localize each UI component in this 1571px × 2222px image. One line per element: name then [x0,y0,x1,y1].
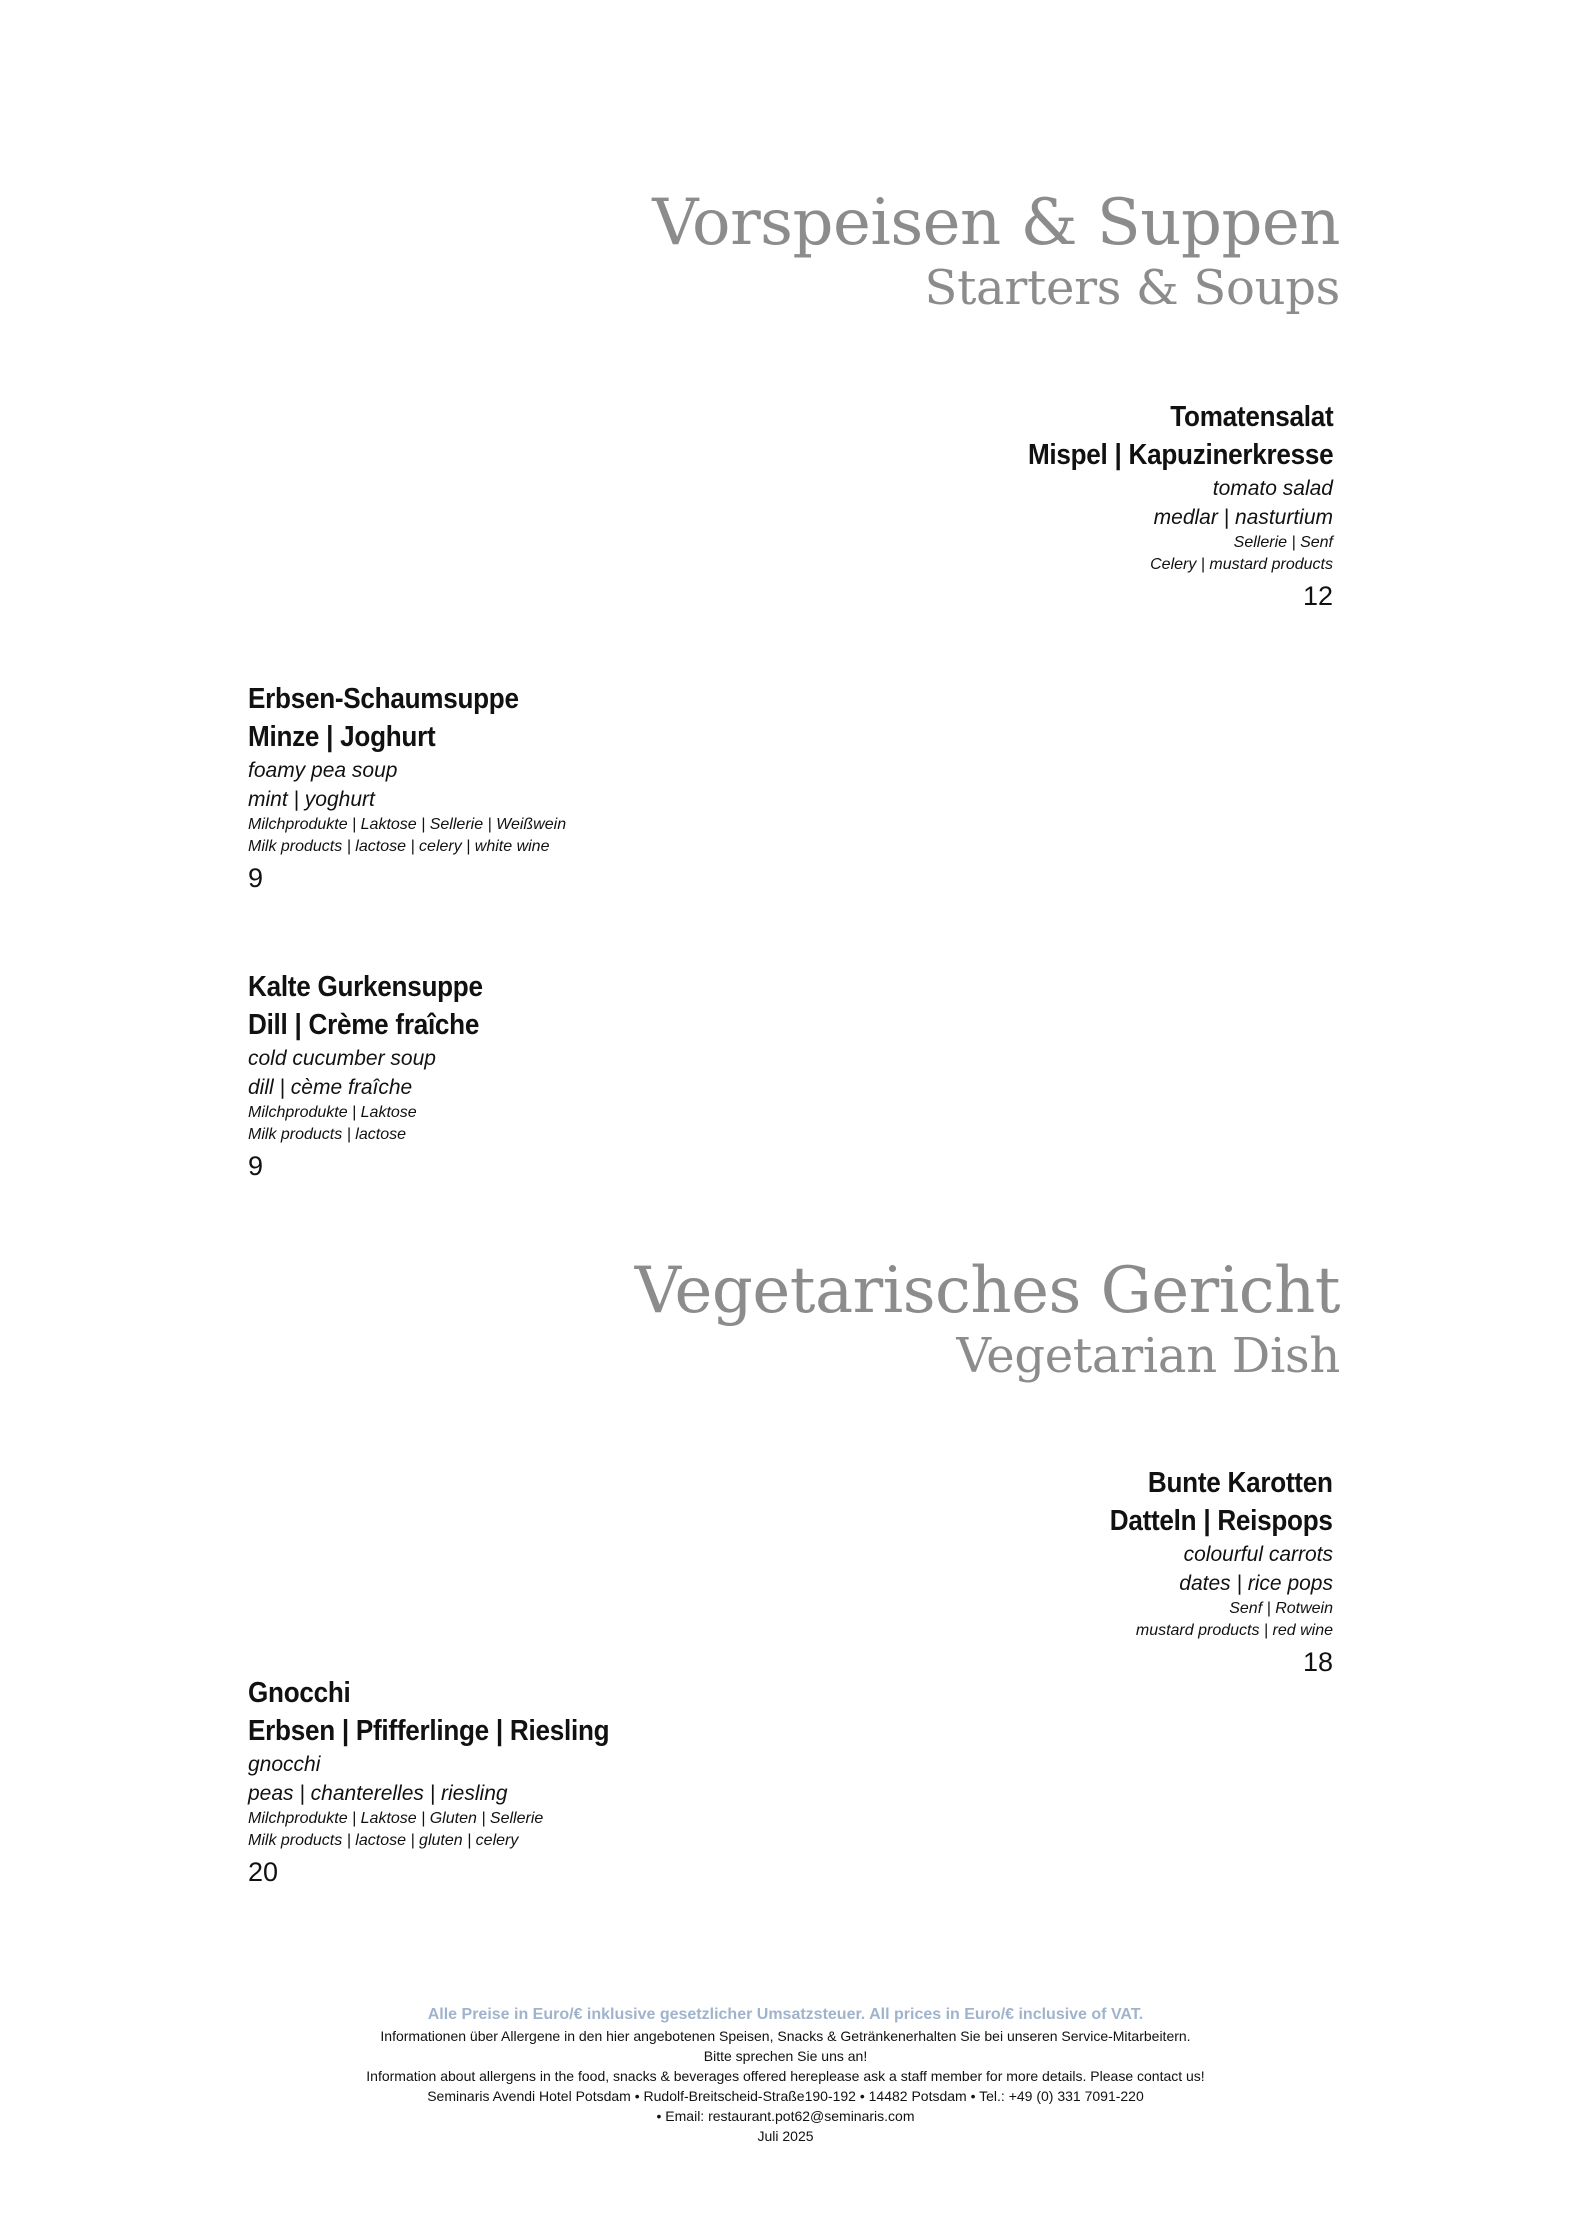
dish-name: Bunte Karotten [1148,1467,1333,1499]
footer-allergen-info-en: Information about allergens in the food, snacks & beverages offered hereplease ask a staff member for more details. Please contact us! [366,2068,1205,2084]
dish-kalte-gurkensuppe [248,968,509,1184]
allergens-en: Milk products | lactose | gluten | celery [248,1832,519,1849]
section-title-de: Vegetarisches Gericht [634,1254,1340,1328]
dish-name-en: gnocchi [248,1753,321,1776]
dish-garnish: Minze | Joghurt [248,721,436,753]
footer-contact-request: Bitte sprechen Sie uns an! [703,2048,868,2064]
allergens-de: Milchprodukte | Laktose [248,1104,417,1121]
dish-name: Tomatensalat [1169,401,1333,433]
section-heading-vegetarian [635,1254,1340,1384]
dish-price: 9 [248,1151,264,1181]
footer-email: • Email: restaurant.pot62@seminaris.com [656,2108,915,2124]
dish-price: 18 [1302,1647,1333,1677]
dish-price: 20 [248,1857,279,1887]
dish-garnish: Mispel | Kapuzinerkresse [1027,439,1333,471]
dish-name-en: cold cucumber soup [248,1047,436,1070]
footer-vat-notice: Alle Preise in Euro/€ inklusive gesetzlicher Umsatzsteuer. All prices in Euro/€ inclusive of VAT. [427,2006,1144,2023]
dish-garnish-en: peas | chanterelles | riesling [248,1782,508,1805]
dish-price: 9 [248,863,264,893]
dish-erbsen-schaumsuppe [248,680,566,896]
dish-garnish: Erbsen | Pfifferlinge | Riesling [248,1715,610,1747]
footer-allergen-info-de: Informationen über Allergene in den hier angebotenen Speisen, Snacks & Getränkenerhalten Sie bei unseren Service-Mitarbeitern. [380,2028,1191,2044]
allergens-de: Milchprodukte | Laktose | Gluten | Sellerie [248,1810,544,1827]
dish-name: Erbsen-Schaumsuppe [248,683,519,715]
dish-name: Gnocchi [248,1677,351,1709]
dish-price: 12 [1302,581,1333,611]
dish-garnish-en: dill | cème fraîche [248,1076,413,1099]
dish-garnish-en: dates | rice pops [1179,1572,1333,1595]
allergens-de: Senf | Rotwein [1229,1600,1333,1617]
section-heading-starters [652,186,1340,316]
dish-gnocchi [248,1674,649,1890]
dish-name-en: foamy pea soup [248,759,398,782]
footer-address: Seminaris Avendi Hotel Potsdam • Rudolf-Breitscheid-Straße190-192 • 14482 Potsdam • Tel.: +49 (0) 331 7091-220 [427,2088,1144,2104]
dish-garnish-en: mint | yoghurt [248,788,375,811]
dish-garnish: Datteln | Reispops [1110,1505,1333,1537]
section-title-en: Starters & Soups [924,260,1340,316]
dish-bunte-karotten [1085,1464,1333,1680]
dish-name-en: tomato salad [1212,477,1333,500]
footer-date: Juli 2025 [757,2128,814,2144]
allergens-de: Sellerie | Senf [1233,534,1333,551]
dish-garnish: Dill | Crème fraîche [248,1009,480,1041]
footer [0,2004,1571,2146]
dish-name: Kalte Gurkensuppe [248,971,483,1003]
allergens-en: mustard products | red wine [1135,1622,1333,1639]
allergens-de: Milchprodukte | Laktose | Sellerie | Weißwein [248,816,567,833]
dish-tomatensalat [994,398,1333,614]
dish-name-en: colourful carrots [1183,1543,1333,1566]
dish-garnish-en: medlar | nasturtium [1153,506,1333,529]
section-title-de: Vorspeisen & Suppen [652,186,1340,260]
allergens-en: Milk products | lactose | celery | white wine [248,838,550,855]
section-title-en: Vegetarian Dish [956,1328,1340,1384]
allergens-en: Milk products | lactose [248,1126,406,1143]
allergens-en: Celery | mustard products [1150,556,1333,573]
